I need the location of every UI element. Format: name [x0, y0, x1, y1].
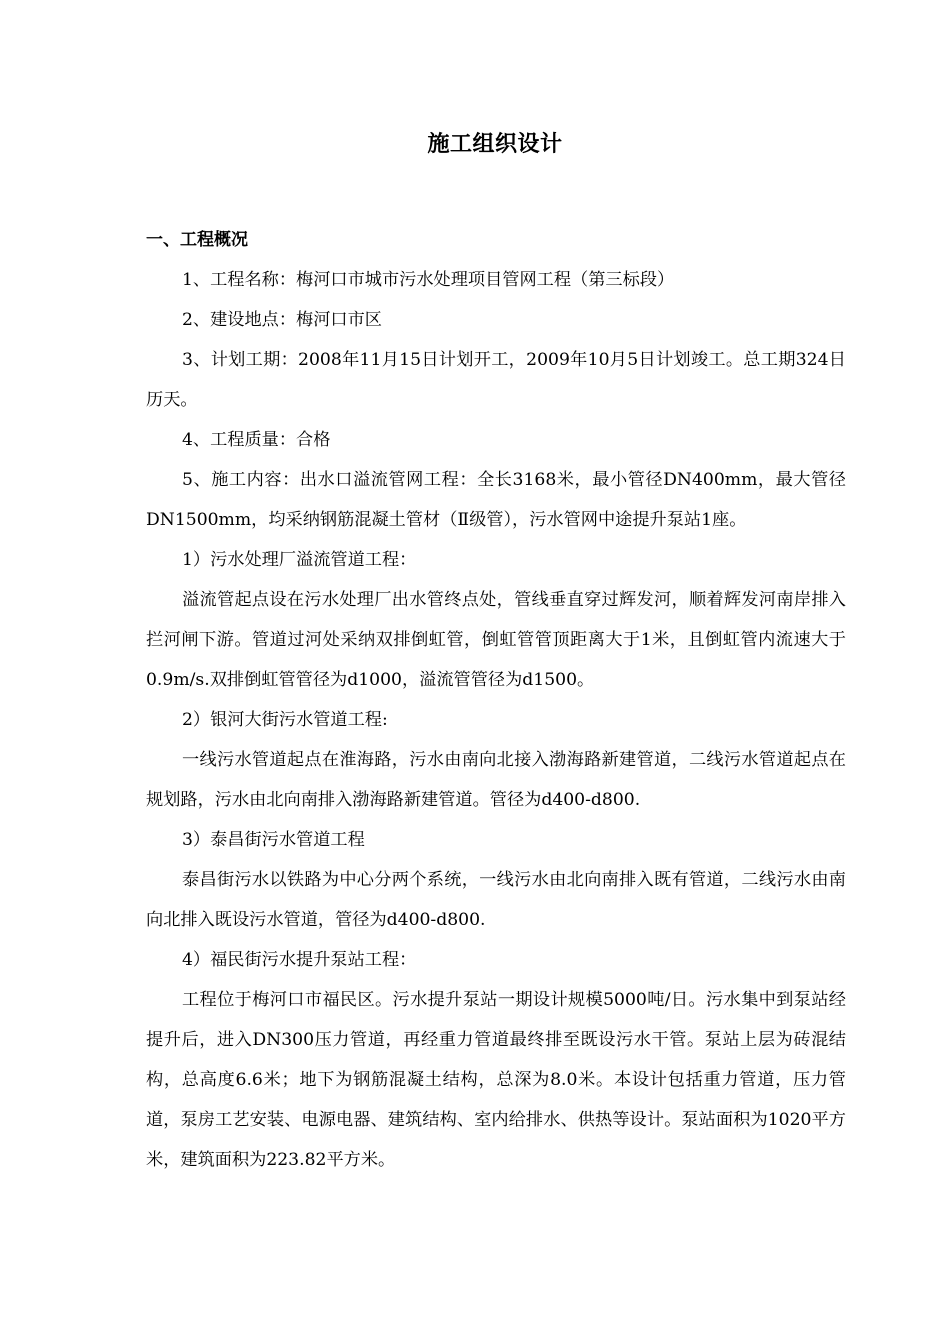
subheading-fumin-pump-station: 4）福民街污水提升泵站工程：: [182, 950, 417, 970]
paragraph-overflow-pipeline: 溢流管起点设在污水处理厂出水管终点处，管线垂直穿过辉发河，顺着辉发河南岸排入拦河闸下游。管道过河处采纳双排倒虹管，倒虹管管顶距离大于1米，且倒虹管内流速大于0.9m/s.双排倒虹管管径为d1000，溢流管管径为d1500。: [146, 590, 846, 690]
subheading-overflow-pipeline: 1）污水处理厂溢流管道工程：: [182, 550, 417, 570]
paragraph-yinhe-street: 一线污水管道起点在淮海路，污水由南向北接入渤海路新建管道，二线污水管道起点在规划路，污水由北向南排入渤海路新建管道。管径为d400-d800.: [146, 750, 846, 810]
document-body: [146, 220, 846, 1180]
paragraph-fumin-pump-station: 工程位于梅河口市福民区。污水提升泵站一期设计规模5000吨/日。污水集中到泵站经提升后，进入DN300压力管道，再经重力管道最终排至既设污水干管。泵站上层为砖混结构，总高度6.6米；地下为钢筋混凝土结构，总深为8.0米。本设计包括重力管道，压力管道，泵房工艺安装、电源电器、建筑结构、室内给排水、供热等设计。泵站面积为1020平方米，建筑面积为223.82平方米。: [146, 990, 846, 1170]
paragraph-location: 2、建设地点：梅河口市区: [182, 310, 382, 330]
document-title: 施工组织设计: [427, 132, 563, 157]
paragraph-quality: 4、工程质量：合格: [182, 430, 331, 450]
paragraph-schedule: 3、计划工期：2008年11月15日计划开工，2009年10月5日计划竣工。总工期324日历天。: [146, 350, 846, 410]
paragraph-scope: 5、施工内容：出水口溢流管网工程：全长3168米，最小管径DN400mm，最大管径DN1500mm，均采纳钢筋混凝土管材（Ⅱ级管），污水管网中途提升泵站1座。: [146, 470, 846, 530]
subheading-taichang-street: 3）泰昌街污水管道工程: [182, 830, 365, 850]
section-heading: 一、工程概况: [146, 230, 248, 250]
subheading-yinhe-street: 2）银河大街污水管道工程:: [182, 710, 388, 730]
paragraph-project-name: 1、工程名称：梅河口市城市污水处理项目管网工程（第三标段）: [182, 270, 675, 290]
paragraph-taichang-street: 泰昌街污水以铁路为中心分两个系统，一线污水由北向南排入既有管道，二线污水由南向北排入既设污水管道，管径为d400-d800.: [146, 870, 846, 930]
